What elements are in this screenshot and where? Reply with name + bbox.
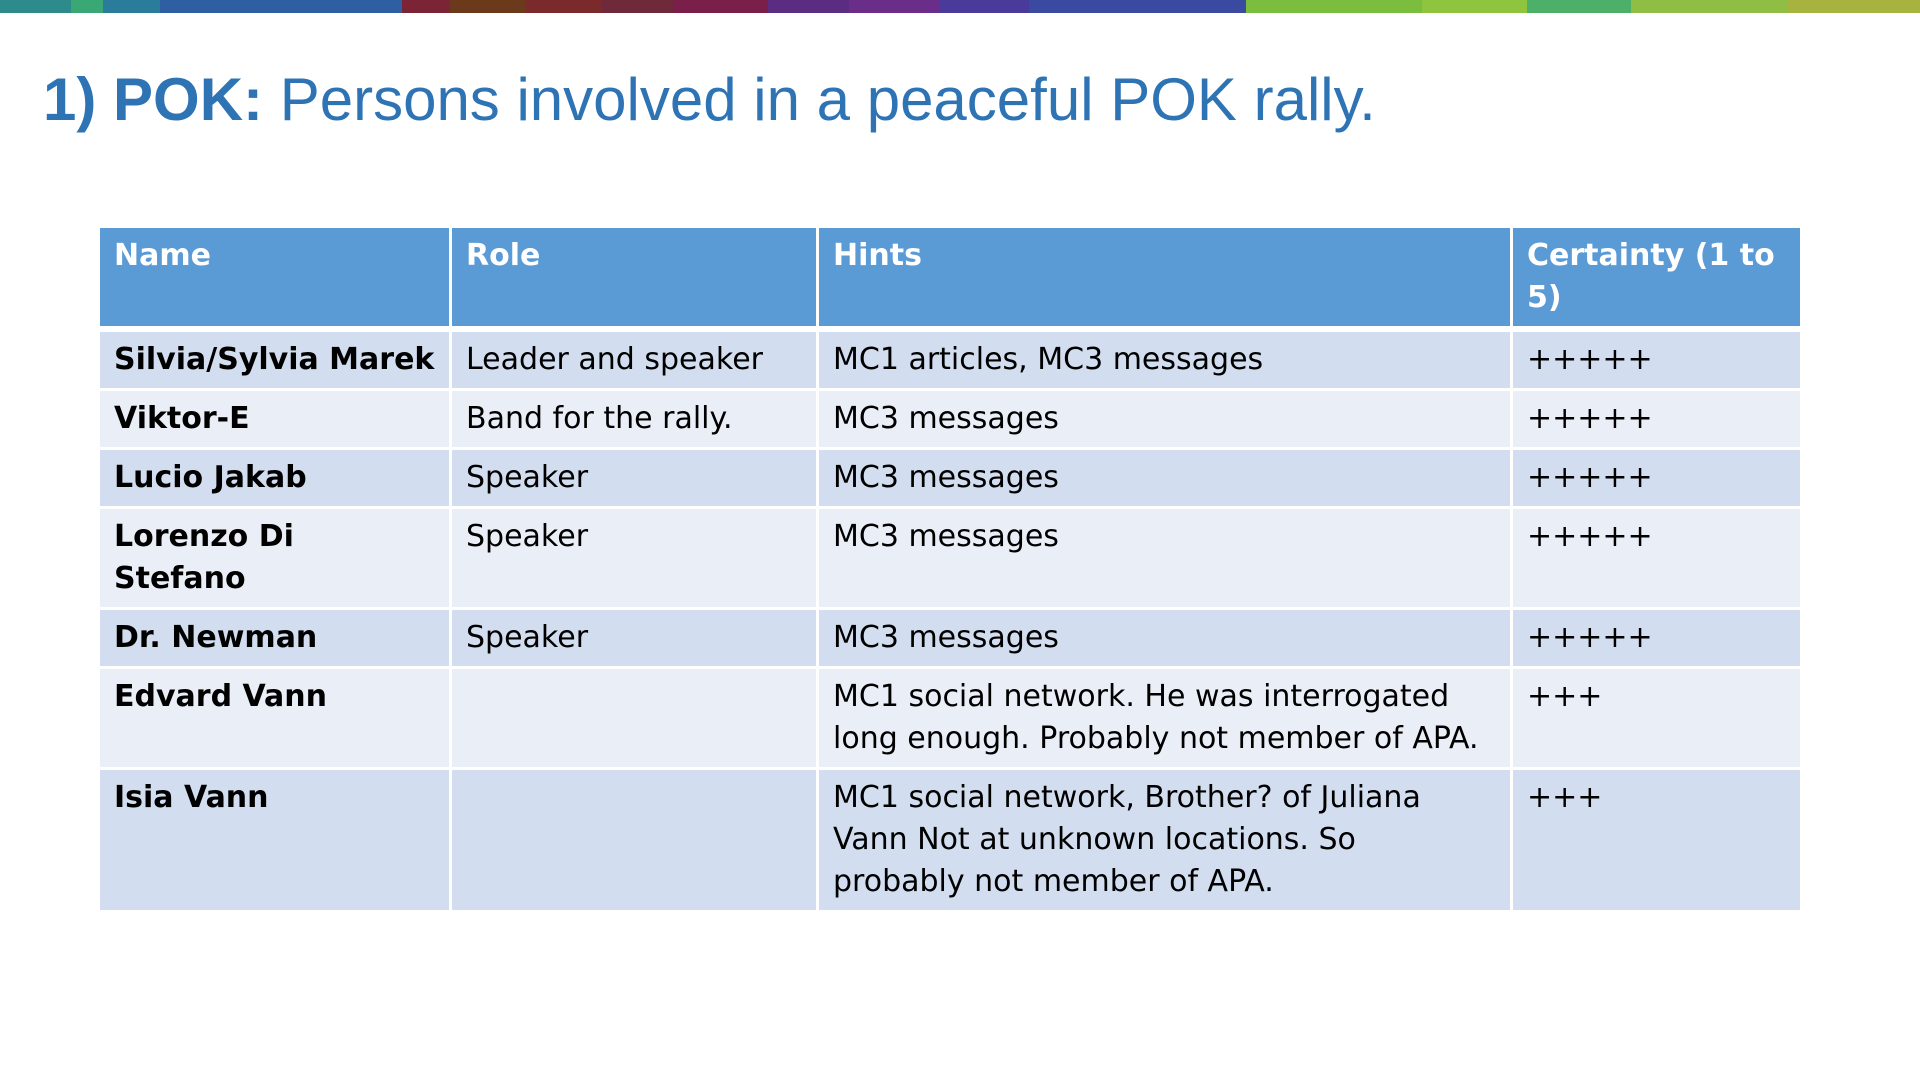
- cell-certainty: +++++: [1512, 329, 1802, 390]
- cell-role: Speaker: [451, 609, 818, 668]
- strip-segment: [849, 0, 939, 13]
- strip-segment: [1422, 0, 1527, 13]
- slide-title-text: Persons involved in a peaceful POK rally.: [263, 66, 1376, 133]
- cell-role: Speaker: [451, 508, 818, 609]
- cell-name: Edvard Vann: [99, 668, 451, 769]
- cell-name: Silvia/Sylvia Marek: [99, 329, 451, 390]
- cell-certainty: +++++: [1512, 449, 1802, 508]
- strip-segment: [450, 0, 526, 13]
- decorative-color-strip: [0, 0, 1920, 13]
- strip-segment: [1029, 0, 1246, 13]
- cell-hints: MC3 messages: [818, 508, 1512, 609]
- strip-segment: [1246, 0, 1422, 13]
- cell-certainty: +++++: [1512, 609, 1802, 668]
- strip-segment: [1527, 0, 1632, 13]
- cell-role: Leader and speaker: [451, 329, 818, 390]
- cell-hints: MC3 messages: [818, 390, 1512, 449]
- strip-segment: [0, 0, 71, 13]
- cell-role: Speaker: [451, 449, 818, 508]
- cell-hints: MC3 messages: [818, 609, 1512, 668]
- slide-title: [43, 60, 1376, 140]
- cell-certainty: +++: [1512, 668, 1802, 769]
- cell-certainty: +++: [1512, 769, 1802, 912]
- strip-segment: [673, 0, 768, 13]
- slide-title-prefix: 1) POK:: [43, 66, 264, 133]
- table-row: [99, 769, 1802, 912]
- cell-hints: MC1 articles, MC3 messages: [818, 329, 1512, 390]
- strip-segment: [71, 0, 102, 13]
- cell-name: Dr. Newman: [99, 609, 451, 668]
- cell-name: Viktor-E: [99, 390, 451, 449]
- strip-segment: [526, 0, 602, 13]
- cell-name: Lucio Jakab: [99, 449, 451, 508]
- table-header-row: [99, 227, 1802, 330]
- strip-segment: [1631, 0, 1788, 13]
- table-row: [99, 668, 1802, 769]
- cell-certainty: +++++: [1512, 508, 1802, 609]
- column-header-certainty: Certainty (1 to 5): [1512, 227, 1802, 330]
- table-row: [99, 390, 1802, 449]
- table-row: [99, 449, 1802, 508]
- strip-segment: [1788, 0, 1920, 13]
- cell-role: [451, 668, 818, 769]
- cell-hints: MC1 social network, Brother? of Juliana Vann Not at unknown locations. So probably not member of APA.: [818, 769, 1512, 912]
- cell-name: Lorenzo Di Stefano: [99, 508, 451, 609]
- strip-segment: [602, 0, 673, 13]
- strip-segment: [402, 0, 450, 13]
- strip-segment: [939, 0, 1029, 13]
- column-header-name: Name: [99, 227, 451, 330]
- cell-certainty: +++++: [1512, 390, 1802, 449]
- cell-role: [451, 769, 818, 912]
- column-header-role: Role: [451, 227, 818, 330]
- strip-segment: [768, 0, 849, 13]
- column-header-hints: Hints: [818, 227, 1512, 330]
- table-row: [99, 508, 1802, 609]
- strip-segment: [103, 0, 160, 13]
- strip-segment: [160, 0, 402, 13]
- table-row: [99, 609, 1802, 668]
- cell-role: Band for the rally.: [451, 390, 818, 449]
- table-row: [99, 329, 1802, 390]
- cell-name: Isia Vann: [99, 769, 451, 912]
- cell-hints: MC3 messages: [818, 449, 1512, 508]
- persons-table: [97, 225, 1803, 913]
- cell-hints: MC1 social network. He was interrogated long enough. Probably not member of APA.: [818, 668, 1512, 769]
